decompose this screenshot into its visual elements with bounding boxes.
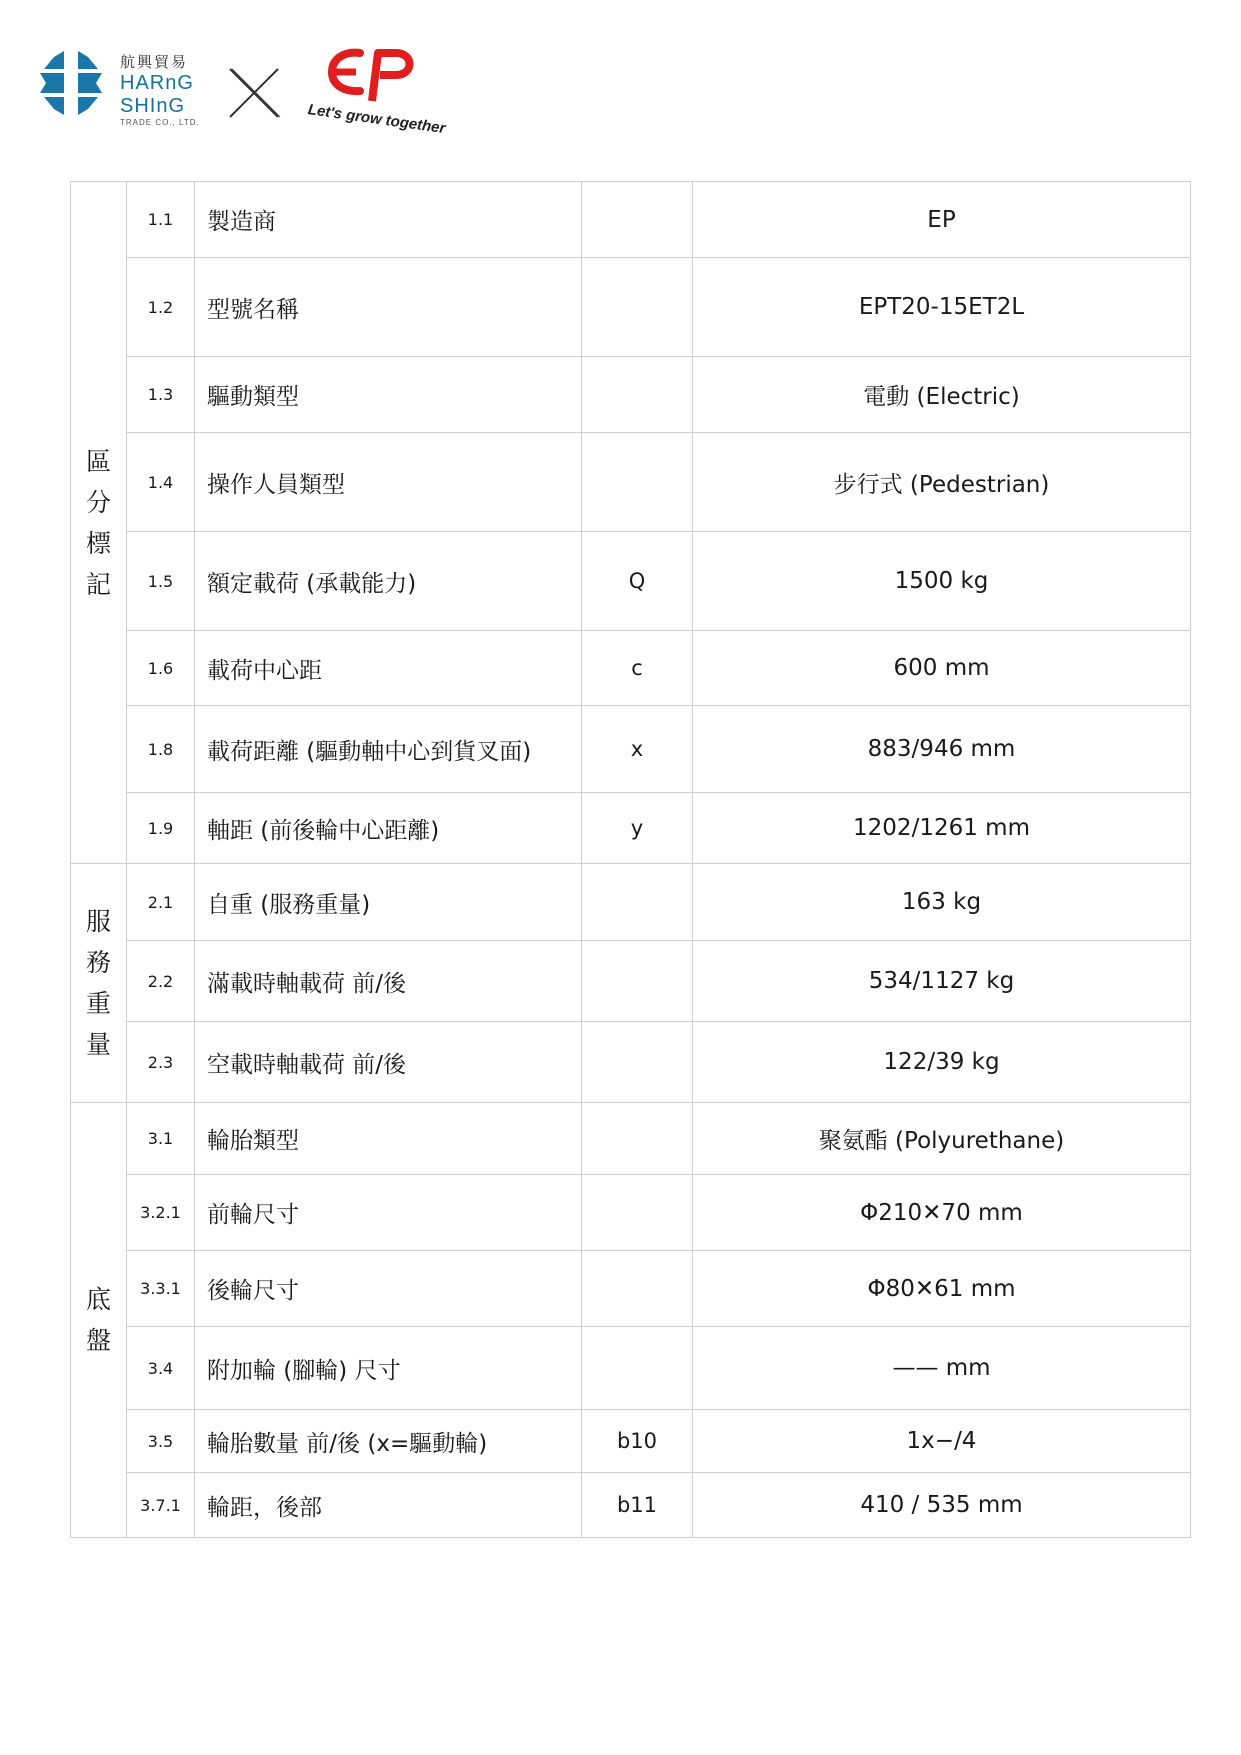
category-identification	[71, 182, 127, 864]
row-number: 3.2.1	[127, 1175, 195, 1251]
row-symbol	[582, 182, 693, 258]
table-row	[71, 1327, 1191, 1410]
row-number: 3.5	[127, 1410, 195, 1473]
row-number: 3.3.1	[127, 1251, 195, 1327]
table-row	[71, 1022, 1191, 1103]
table-row	[71, 258, 1191, 357]
table-row	[71, 357, 1191, 433]
row-value: 122/39 kg	[693, 1022, 1191, 1103]
category-char: 量	[85, 1030, 111, 1059]
ep-logo-icon	[322, 45, 422, 107]
row-symbol	[582, 1327, 693, 1410]
row-number: 1.3	[127, 357, 195, 433]
row-symbol	[582, 1251, 693, 1327]
table-row	[71, 1175, 1191, 1251]
row-number: 2.3	[127, 1022, 195, 1103]
row-item: 製造商	[195, 182, 582, 258]
row-symbol	[582, 864, 693, 941]
row-number: 1.4	[127, 433, 195, 532]
row-value: —— mm	[693, 1327, 1191, 1410]
row-symbol: c	[582, 631, 693, 706]
category-chassis	[71, 1103, 127, 1538]
row-symbol	[582, 1103, 693, 1175]
row-item: 輪胎數量 前/後 (x=驅動輪)	[195, 1410, 582, 1473]
row-item: 輪距，後部	[195, 1473, 582, 1538]
row-item: 滿載時軸載荷 前/後	[195, 941, 582, 1022]
table-row	[71, 182, 1191, 258]
row-value: 1500 kg	[693, 532, 1191, 631]
row-symbol	[582, 357, 693, 433]
row-value: 410 / 535 mm	[693, 1473, 1191, 1538]
row-value: Φ210✕70 mm	[693, 1175, 1191, 1251]
harng-shing-cn: 航興貿易	[120, 54, 189, 71]
row-number: 2.2	[127, 941, 195, 1022]
table-row	[71, 793, 1191, 864]
row-item: 操作人員類型	[195, 433, 582, 532]
row-symbol: y	[582, 793, 693, 864]
row-symbol	[582, 1175, 693, 1251]
row-item: 前輪尺寸	[195, 1175, 582, 1251]
row-value: 883/946 mm	[693, 706, 1191, 793]
row-number: 1.8	[127, 706, 195, 793]
row-item: 自重 (服務重量)	[195, 864, 582, 941]
table-row	[71, 631, 1191, 706]
row-symbol	[582, 1022, 693, 1103]
row-item: 型號名稱	[195, 258, 582, 357]
table-row	[71, 1473, 1191, 1538]
table-row	[71, 706, 1191, 793]
category-char: 服	[85, 907, 111, 936]
table-row	[71, 864, 1191, 941]
harng-shing-wordmark	[120, 55, 200, 127]
row-symbol	[582, 941, 693, 1022]
row-value: 534/1127 kg	[693, 941, 1191, 1022]
ep-tagline: Let's grow together	[306, 101, 447, 138]
row-item: 後輪尺寸	[195, 1251, 582, 1327]
category-char: 底	[85, 1285, 111, 1314]
cross-icon	[226, 65, 282, 121]
row-symbol: b11	[582, 1473, 693, 1538]
row-number: 1.5	[127, 532, 195, 631]
row-number: 2.1	[127, 864, 195, 941]
category-char: 務	[85, 948, 111, 977]
row-value: 電動 (Electric)	[693, 357, 1191, 433]
row-item: 載荷中心距	[195, 631, 582, 706]
category-char: 重	[85, 989, 111, 1018]
category-weight	[71, 864, 127, 1103]
harng-shing-en-1: HARnG	[120, 72, 194, 94]
row-symbol: Q	[582, 532, 693, 631]
row-item: 載荷距離 (驅動軸中心到貨叉面)	[195, 706, 582, 793]
row-value: 步行式 (Pedestrian)	[693, 433, 1191, 532]
table-row	[71, 1251, 1191, 1327]
harng-shing-sub: TRADE CO., LTD.	[120, 118, 200, 127]
row-value: 600 mm	[693, 631, 1191, 706]
row-item: 額定載荷 (承載能力)	[195, 532, 582, 631]
category-char: 分	[85, 487, 111, 517]
table-row	[71, 532, 1191, 631]
row-number: 3.4	[127, 1327, 195, 1410]
table-row	[71, 1103, 1191, 1175]
row-number: 1.1	[127, 182, 195, 258]
row-value: Φ80✕61 mm	[693, 1251, 1191, 1327]
row-symbol: x	[582, 706, 693, 793]
category-char: 標	[85, 528, 111, 558]
page-header	[40, 45, 460, 140]
row-value: 聚氨酯 (Polyurethane)	[693, 1103, 1191, 1175]
row-item: 軸距 (前後輪中心距離)	[195, 793, 582, 864]
row-symbol	[582, 433, 693, 532]
row-value: 1202/1261 mm	[693, 793, 1191, 864]
row-item: 附加輪 (腳輪) 尺寸	[195, 1327, 582, 1410]
row-symbol: b10	[582, 1410, 693, 1473]
category-char: 區	[85, 446, 111, 476]
table-row	[71, 941, 1191, 1022]
row-number: 1.6	[127, 631, 195, 706]
row-number: 1.9	[127, 793, 195, 864]
row-item: 輪胎類型	[195, 1103, 582, 1175]
table-row	[71, 433, 1191, 532]
harng-shing-logo-icon	[40, 49, 102, 117]
row-item: 驅動類型	[195, 357, 582, 433]
category-char: 記	[85, 569, 111, 599]
spec-table	[70, 181, 1191, 1538]
row-value: EP	[693, 182, 1191, 258]
row-number: 1.2	[127, 258, 195, 357]
row-symbol	[582, 258, 693, 357]
row-number: 3.7.1	[127, 1473, 195, 1538]
harng-shing-en-2: SHInG	[120, 95, 186, 117]
row-number: 3.1	[127, 1103, 195, 1175]
category-char: 盤	[85, 1326, 111, 1355]
row-value: 163 kg	[693, 864, 1191, 941]
table-row	[71, 1410, 1191, 1473]
row-value: 1x−/4	[693, 1410, 1191, 1473]
row-item: 空載時軸載荷 前/後	[195, 1022, 582, 1103]
row-value: EPT20-15ET2L	[693, 258, 1191, 357]
